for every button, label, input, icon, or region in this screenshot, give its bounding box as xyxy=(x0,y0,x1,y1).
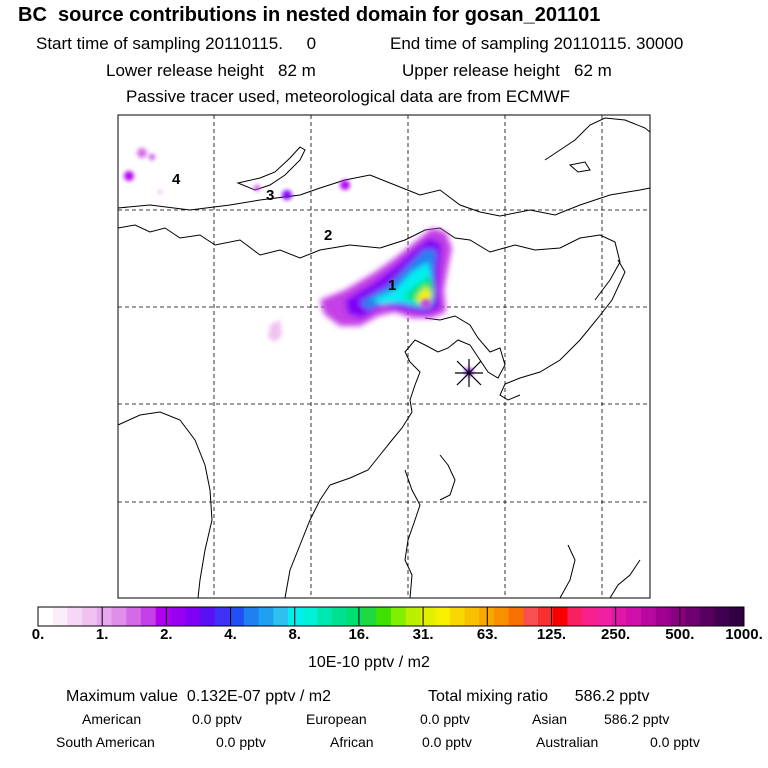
region-value-asian: 586.2 pptv xyxy=(604,711,670,727)
max-value-label: Maximum value 0.132E-07 pptv / m2 xyxy=(66,688,332,705)
colorbar-cell xyxy=(553,607,568,626)
colorbar-cell xyxy=(38,607,53,626)
colorbar-cell xyxy=(347,607,362,626)
colorbar-cell xyxy=(288,607,303,626)
colorbar-cell xyxy=(523,607,538,626)
region-label-1: 1 xyxy=(388,277,397,294)
colorbar-cell xyxy=(112,607,127,626)
region-label-3: 3 xyxy=(266,187,275,204)
colorbar-cell xyxy=(641,607,656,626)
colorbar-cell xyxy=(332,607,347,626)
colorbar-cell xyxy=(215,607,230,626)
colorbar-cell xyxy=(582,607,597,626)
colorbar-cell xyxy=(450,607,465,626)
lower-release-height-label: Lower release height 82 m xyxy=(106,61,316,80)
colorbar-cell xyxy=(376,607,391,626)
colorbar-cell xyxy=(435,607,450,626)
region-name-african: African xyxy=(330,734,374,750)
colorbar-cells xyxy=(38,607,745,626)
colorbar-cell xyxy=(391,607,406,626)
colorbar-tick-label: 16. xyxy=(348,626,370,643)
colorbar-tick-label: 31. xyxy=(412,626,434,643)
colorbar-cell xyxy=(126,607,141,626)
colorbar-tick-label: 1000. xyxy=(725,626,763,643)
colorbar-cell xyxy=(53,607,68,626)
colorbar-cell xyxy=(229,607,244,626)
colorbar-cell xyxy=(465,607,480,626)
colorbar-cell xyxy=(597,607,612,626)
tracer-note: Passive tracer used, meteorological data are from ECMWF xyxy=(126,87,571,106)
colorbar-tick-label: 1. xyxy=(95,626,109,643)
colorbar-cell xyxy=(97,607,112,626)
colorbar-tick-label: 63. xyxy=(476,626,498,643)
colorbar-tick-label: 4. xyxy=(224,626,237,643)
region-value-european: 0.0 pptv xyxy=(420,711,470,727)
colorbar-cell xyxy=(509,607,524,626)
total-mixing-ratio-label: Total mixing ratio 586.2 pptv xyxy=(428,688,650,705)
start-time-label: Start time of sampling 20110115. 0 xyxy=(36,34,317,53)
colorbar-cell xyxy=(406,607,421,626)
colorbar-cell xyxy=(317,607,332,626)
colorbar-tick-label: 125. xyxy=(536,626,567,643)
upper-release-height-label: Upper release height 62 m xyxy=(402,61,612,80)
region-name-asian: Asian xyxy=(532,711,568,727)
colorbar-cell xyxy=(568,607,583,626)
end-time-label: End time of sampling 20110115. 30000 xyxy=(390,34,684,53)
colorbar-cell xyxy=(729,607,744,626)
region-value-american: 0.0 pptv xyxy=(192,711,242,727)
colorbar-cell xyxy=(626,607,641,626)
region-name-south-american: South American xyxy=(56,734,155,750)
colorbar-cell xyxy=(259,607,274,626)
colorbar-cell xyxy=(685,607,700,626)
colorbar-cell xyxy=(244,607,259,626)
colorbar-units: 10E-10 pptv / m2 xyxy=(308,654,430,671)
colorbar-cell xyxy=(156,607,171,626)
colorbar-cell xyxy=(67,607,82,626)
colorbar-tick-label: 0. xyxy=(31,626,45,643)
colorbar-cell xyxy=(82,607,97,626)
colorbar-cell xyxy=(273,607,288,626)
colorbar-cell xyxy=(141,607,156,626)
colorbar-tick-label: 2. xyxy=(160,626,173,643)
colorbar-tick-label: 500. xyxy=(665,626,695,643)
region-name-european: European xyxy=(306,711,367,727)
colorbar-cell xyxy=(700,607,715,626)
colorbar-cell xyxy=(170,607,185,626)
region-label-2: 2 xyxy=(324,227,333,244)
colorbar-cell xyxy=(303,607,318,626)
colorbar-tick-label: 8. xyxy=(288,626,301,643)
region-value-african: 0.0 pptv xyxy=(422,734,472,750)
region-value-south-american: 0.0 pptv xyxy=(216,734,266,750)
colorbar-cell xyxy=(656,607,671,626)
colorbar-cell xyxy=(715,607,730,626)
colorbar-cell xyxy=(185,607,200,626)
colorbar-cell xyxy=(670,607,685,626)
region-value-australian: 0.0 pptv xyxy=(650,734,700,750)
colorbar-cell xyxy=(612,607,627,626)
colorbar-tick-label: 250. xyxy=(601,626,631,643)
region-name-australian: Australian xyxy=(536,734,599,750)
region-label-4: 4 xyxy=(172,171,181,188)
colorbar-cell xyxy=(362,607,377,626)
colorbar-cell xyxy=(200,607,215,626)
colorbar-cell xyxy=(494,607,509,626)
region-name-american: American xyxy=(82,711,142,727)
figure-title: BC source contributions in nested domain for gosan_201101 xyxy=(18,4,601,26)
